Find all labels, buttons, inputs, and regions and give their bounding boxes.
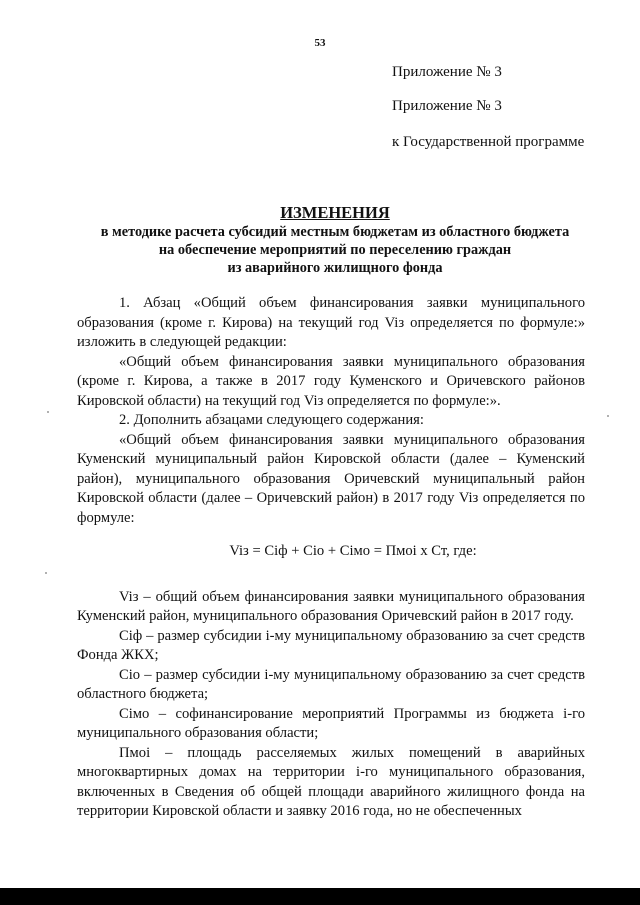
page-number: 53 [314, 37, 326, 49]
title-heading: ИЗМЕНЕНИЯ [280, 203, 390, 222]
definition-cif: Ciф – размер субсидии i-му муниципальному образованию за счет средств Фонда ЖКХ; [77, 627, 585, 663]
paragraph-1: 1. Абзац «Общий объем финансирования заявки муниципального образования (кроме г. Кирова) на текущий год Viз определяется по формуле:» изложить в следующей редакции: [77, 295, 585, 350]
paragraph-4: «Общий объем финансирования заявки муниципального образования Куменский муниципальный район Кировской области (далее – Куменский район), муниципального образования Оричевский муниципальный район Кировской области (далее – Оричевский район) в 2017 году Viз определяется по формуле: [77, 431, 585, 526]
formula: Viз = Ciф + Ciо + Ciмо = Пмоi х Ст, где: [229, 543, 477, 559]
title-line-1: в методике расчета субсидий местным бюджетам из областного бюджета [100, 224, 570, 240]
definition-pmoi: Пмоi – площадь расселяемых жилых помещений в аварийных многоквартирных домах на территории i-го муниципального образования, включенных в Сведения об общей площади аварийного жилищного фонда на территории Кировской области и заявку 2016 года, но не обеспеченных [77, 744, 585, 819]
scan-speck [47, 411, 49, 413]
title-line-2: на обеспечение мероприятий по переселению граждан [158, 242, 512, 258]
scan-bottom-edge [0, 888, 640, 905]
document-body [77, 294, 585, 822]
paragraph-3: 2. Дополнить абзацами следующего содержания: [119, 412, 424, 428]
definition-cio: Ciо – размер субсидии i-му муниципальному образованию за счет средств областного бюджета; [77, 666, 585, 702]
definition-cimo: Ciмо – софинансирование мероприятий Программы из бюджета i-го муниципального образования области; [77, 705, 585, 741]
appendix-line-1: Приложение № 3 [392, 64, 502, 80]
scan-speck [45, 572, 47, 574]
scan-speck [607, 415, 609, 417]
paragraph-2: «Общий объем финансирования заявки муниципального образования (кроме г. Кирова, а также в 2017 году Куменского и Оричевского районов Кировской области) на текущий год Viз определяется по формуле:». [77, 353, 585, 409]
title-line-3: из аварийного жилищного фонда [227, 260, 443, 276]
appendix-line-2: Приложение № 3 [392, 98, 502, 114]
definition-viz: Viз – общий объем финансирования заявки муниципального образования Куменский район, муниципального образования Оричевский район в 2017 году. [77, 588, 585, 624]
appendix-line-3: к Государственной программе [392, 134, 585, 150]
document-title [70, 203, 600, 277]
